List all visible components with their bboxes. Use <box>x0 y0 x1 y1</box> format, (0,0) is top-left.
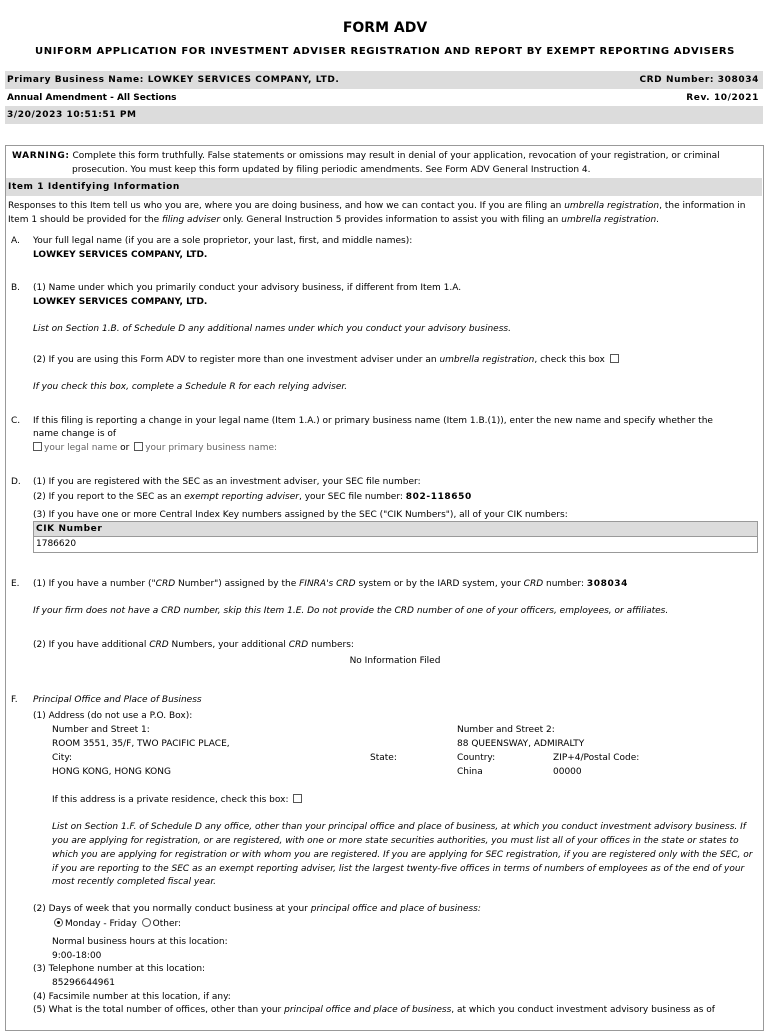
item-e-q2: (2) If you have additional CRD Numbers, your additional CRD numbers: <box>33 640 354 650</box>
item-f-letter: F. <box>11 695 18 705</box>
name-change-options: your legal name or your primary business name: <box>31 442 277 453</box>
primary-business-name: Primary Business Name: LOWKEY SERVICES COMPANY, LTD. <box>7 75 340 85</box>
item1-intro: Responses to this Item tell us who you are, where you are doing business, and how we can contact you. If you are filing an umbrella registration, the information in Item 1 should be provided for the filing adviser only. General Instruction 5 provides information to assist you with filing an umbrella registration. <box>8 201 746 225</box>
item-c-letter: C. <box>11 416 21 426</box>
sec-file-number: 802-118650 <box>405 492 472 502</box>
state-label: State: <box>370 753 397 763</box>
country-label: Country: <box>457 753 496 763</box>
item-a-letter: A. <box>11 236 20 246</box>
other-days-radio[interactable] <box>142 918 151 927</box>
item-e-letter: E. <box>11 579 20 589</box>
crd-number-value: 308034 <box>586 579 629 589</box>
zip-value: 00000 <box>553 767 582 777</box>
hours-label: Normal business hours at this location: <box>52 937 228 947</box>
revision: Rev. 10/2021 <box>686 93 759 103</box>
item-d-q3: (3) If you have one or more Central Index Key numbers assigned by the SEC ("CIK Numbers"), all of your CIK numbers: <box>33 510 568 520</box>
country-value: China <box>457 767 483 777</box>
item-b-q2: (2) If you are using this Form ADV to register more than one investment adviser under an umbrella registration, check this box <box>33 354 621 365</box>
city-label: City: <box>52 753 73 763</box>
item-f-title: Principal Office and Place of Business <box>33 695 202 705</box>
cik-table-header: CIK Number <box>34 522 757 537</box>
cik-table-cell: 1786620 <box>36 539 77 549</box>
private-residence-checkbox[interactable] <box>293 794 302 803</box>
warning-label: WARNING: <box>12 151 70 161</box>
timestamp: 3/20/2023 10:51:51 PM <box>7 110 137 120</box>
umbrella-registration-checkbox[interactable] <box>610 354 619 363</box>
item-b-note1: List on Section 1.B. of Schedule D any additional names under which you conduct your advisory business. <box>33 324 511 334</box>
street1-label: Number and Street 1: <box>52 725 150 735</box>
offices-question: (5) What is the total number of offices, other than your principal office and place of business, at which you conduct investment advisory business as of <box>33 1005 715 1015</box>
item-c-line1: If this filing is reporting a change in your legal name (Item 1.A.) or primary business name (Item 1.B.(1)), enter the new name and specify whether the <box>33 416 713 426</box>
item-e-q1: (1) If you have a number ("CRD Number") assigned by the FINRA's CRD system or by the IARD system, your CRD number: 308034 <box>33 579 629 589</box>
item-c-line2: name change is of <box>33 429 117 439</box>
street2-value: 88 QUEENSWAY, ADMIRALTY <box>457 739 585 749</box>
warning-line1: Complete this form truthfully. False statements or omissions may result in denial of your application, revocation of your registration, or criminal <box>72 151 720 161</box>
telephone-question: (3) Telephone number at this location: <box>33 964 206 974</box>
warning <box>12 151 720 161</box>
warning-line2: prosecution. You must keep this form updated by filing periodic amendments. See Form ADV General Instruction 4. <box>72 165 591 175</box>
fax-question: (4) Facsimile number at this location, if any: <box>33 992 231 1002</box>
item-f-note-3: which you are applying for registration or with whom you are registered. If you are applying for SEC registration, if you are registered only with the SEC, or <box>52 850 753 860</box>
item-a-question: Your full legal name (if you are a sole proprietor, your last, first, and middle names): <box>33 236 413 246</box>
item-f-note-5: most recently completed fiscal year. <box>52 877 217 887</box>
no-info-filed: No Information Filed <box>349 656 441 666</box>
days-options: Monday - Friday Other: <box>52 918 181 929</box>
city-value: HONG KONG, HONG KONG <box>52 767 171 777</box>
item-e-note: If your firm does not have a CRD number, skip this Item 1.E. Do not provide the CRD number of one of your officers, employees, or affiliates. <box>33 606 669 616</box>
monday-friday-radio[interactable] <box>54 918 63 927</box>
private-residence-row: If this address is a private residence, check this box: <box>52 794 304 805</box>
item-d-q1: (1) If you are registered with the SEC as an investment adviser, your SEC file number: <box>33 477 421 487</box>
item-d-letter: D. <box>11 477 21 487</box>
item-b-q1: (1) Name under which you primarily conduct your advisory business, if different from Item 1.A. <box>33 283 462 293</box>
item-b-letter: B. <box>11 283 21 293</box>
form-title: FORM ADV <box>342 20 428 36</box>
street1-value: ROOM 3551, 35/F, TWO PACIFIC PLACE, <box>52 739 230 749</box>
business-name-change-checkbox[interactable] <box>134 442 143 451</box>
crd-number: CRD Number: 308034 <box>639 75 759 85</box>
street2-label: Number and Street 2: <box>457 725 555 735</box>
legal-name-change-checkbox[interactable] <box>33 442 42 451</box>
telephone-value: 85296644961 <box>52 978 115 988</box>
item-f-note-2: you are applying for registration, or are registered, with one or more state securities authorities, you must list all of your offices in the state or states to <box>52 836 739 846</box>
amendment-type: Annual Amendment - All Sections <box>7 93 177 103</box>
item-b-note2: If you check this box, complete a Schedule R for each relying adviser. <box>33 382 348 392</box>
address-question: (1) Address (do not use a P.O. Box): <box>33 711 193 721</box>
legal-name-value: LOWKEY SERVICES COMPANY, LTD. <box>33 250 208 260</box>
days-question: (2) Days of week that you normally conduct business at your principal office and place of business: <box>33 904 481 914</box>
item1-heading: Item 1 Identifying Information <box>8 182 180 192</box>
zip-label: ZIP+4/Postal Code: <box>553 753 640 763</box>
hours-value: 9:00-18:00 <box>52 951 102 961</box>
cik-table <box>33 521 758 553</box>
item-f-note-4: if you are reporting to the SEC as an exempt reporting adviser, list the largest twenty-five offices in terms of numbers of employees as of the end of your <box>52 864 745 874</box>
form-subtitle: UNIFORM APPLICATION FOR INVESTMENT ADVISER REGISTRATION AND REPORT BY EXEMPT REPORTING ADVISERS <box>35 46 735 57</box>
item-f-note-1: List on Section 1.F. of Schedule D any office, other than your principal office and place of business, at which you conduct investment advisory business. If <box>52 822 746 832</box>
business-name-value: LOWKEY SERVICES COMPANY, LTD. <box>33 297 208 307</box>
item-d-q2: (2) If you report to the SEC as an exempt reporting adviser, your SEC file number: 802-118650 <box>33 492 472 502</box>
